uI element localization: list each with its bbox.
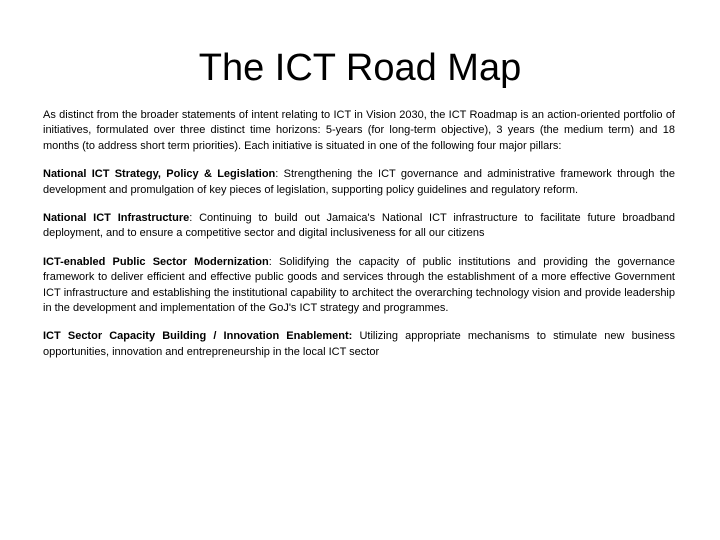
pillar-heading: National ICT Strategy, Policy & Legislation [43,168,276,181]
pillar-text: Strengthening the ICT governance and administrative framework through the development and promulgation of key pieces of legislation, supporting policy guidelines and regulatory reform. [43,168,675,196]
pillar-heading: ICT-enabled Public Sector Modernization [43,255,269,268]
pillar-text: Utilizing appropriate mechanisms to stimulate new business opportunities, innovation and entrepreneurship in the local ICT sector [43,330,675,358]
pillar-text: Continuing to build out Jamaica's National ICT infrastructure to facilitate future broadband deployment, and to ensure a competitive sector and digital inclusiveness for all our citizens [43,212,675,240]
pillar-heading: ICT Sector Capacity Building / Innovation Enablement: [43,330,353,343]
pillar-separator: : [268,255,279,268]
pillar-text: Solidifying the capacity of public institutions and providing the governance framework to deliver efficient and effective public goods and services through the establishment of a more effective Government ICT infrastructure and establishing the institutional capability to architect the overarching technology vision and provide leadership in the development and implementation of the GoJ's ICT strategy and programmes. [43,255,675,315]
pillar-strategy-policy [43,167,675,198]
pillar-public-sector [43,255,675,317]
pillar-separator: : [189,212,200,225]
pillar-heading: National ICT Infrastructure [43,212,190,225]
slide-body [43,108,675,373]
slide-title: The ICT Road Map [198,47,522,89]
pillar-capacity-building [43,329,675,360]
pillar-separator: : [275,168,284,181]
intro-paragraph: As distinct from the broader statements of intent relating to ICT in Vision 2030, the ICT Roadmap is an action-oriented portfolio of initiatives, formulated over three distinct time horizons: 5-years (for long-term objective), 3 years (the medium term) and 18 months (to address short term priorities). Each initiative is situated in one of the following four major pillars: [43,109,675,152]
pillar-infrastructure [43,211,675,242]
